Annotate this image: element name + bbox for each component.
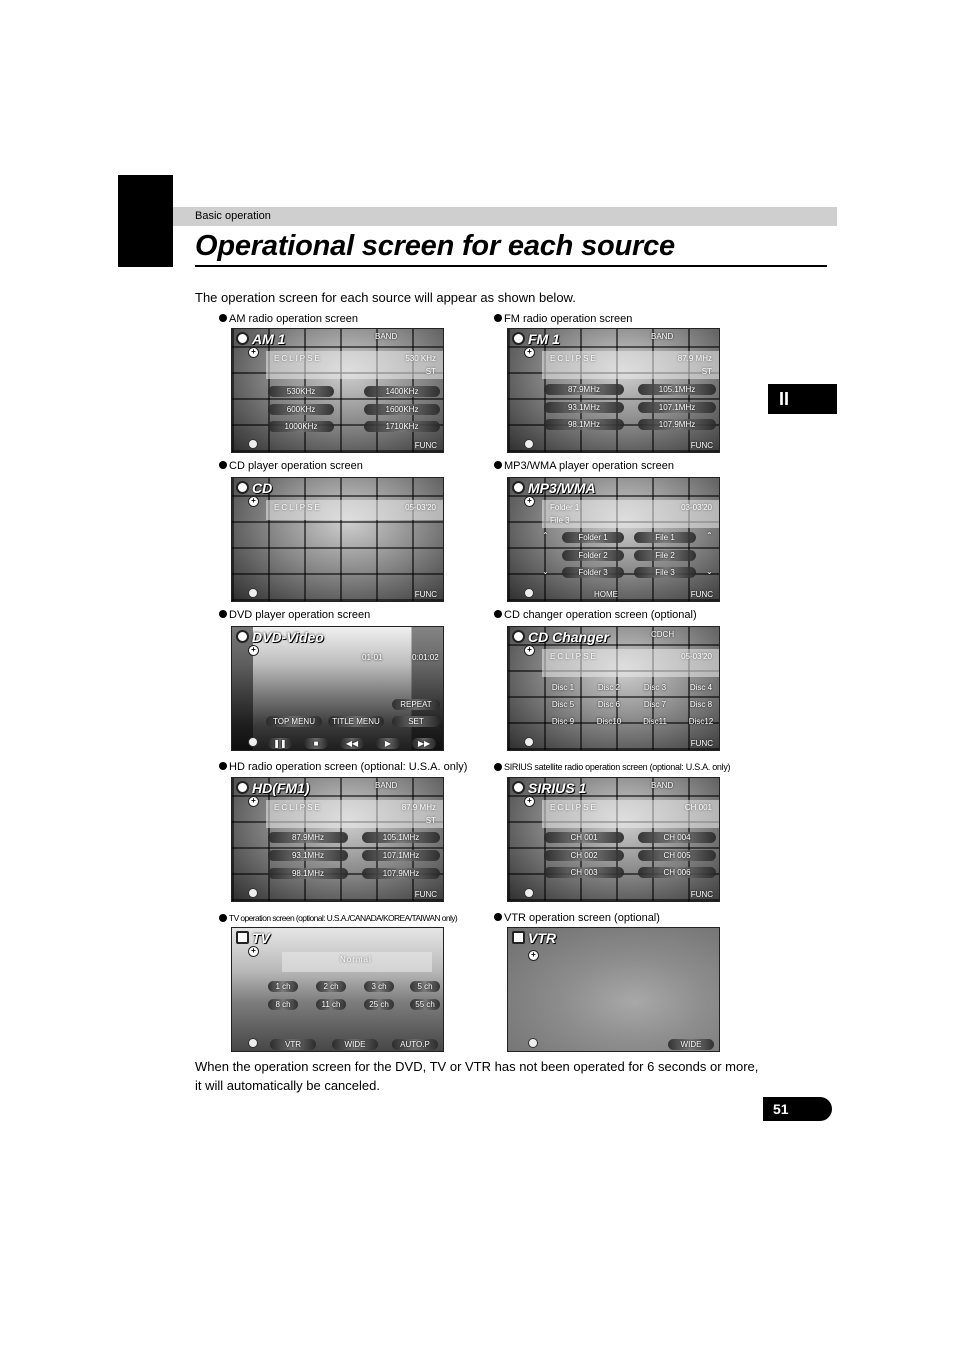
preset-button[interactable]: 1710KHz xyxy=(364,421,440,432)
channel-button[interactable]: 55 ch xyxy=(410,999,440,1010)
track-time: 03-03'20 xyxy=(681,503,712,512)
screen-title: VTR xyxy=(512,930,556,946)
preset-button[interactable]: 98.1MHz xyxy=(544,419,624,430)
preset-button[interactable]: CH 004 xyxy=(638,832,716,843)
back-icon[interactable] xyxy=(248,737,258,747)
caption-dvd: DVD player operation screen xyxy=(219,609,370,621)
screen-title: AM 1 xyxy=(236,331,285,347)
plus-icon[interactable]: + xyxy=(524,347,535,358)
caption-vtr: VTR operation screen (optional) xyxy=(494,912,660,924)
file-item[interactable]: File 2 xyxy=(634,550,696,561)
preset-button[interactable]: 87.9MHz xyxy=(544,384,624,395)
caption-hd: HD radio operation screen (optional: U.S.A. only) xyxy=(219,761,467,773)
current-folder: Folder 1 xyxy=(550,503,580,512)
current-file: File 3 xyxy=(550,516,570,525)
rewind-icon[interactable]: ◀◀ xyxy=(340,738,364,749)
screen-title: CD Changer xyxy=(512,629,609,645)
channel-number: CH 001 xyxy=(684,803,712,812)
disc-icon xyxy=(236,630,249,643)
brand-label: ECLIPSE xyxy=(274,503,322,512)
am-radio-screen xyxy=(231,328,444,453)
cdch-label: CDCH xyxy=(651,630,675,639)
back-icon[interactable] xyxy=(248,1038,258,1048)
file-item[interactable]: File 1 xyxy=(634,532,696,543)
display-mode: Normal xyxy=(340,955,372,964)
dvd-player-screen xyxy=(231,626,444,751)
vtr-icon xyxy=(512,931,525,944)
caption-fm: FM radio operation screen xyxy=(494,313,632,325)
channel-button[interactable]: 25 ch xyxy=(364,999,394,1010)
info-panel xyxy=(542,351,720,379)
frequency: 87.9 MHz xyxy=(677,354,712,363)
back-icon[interactable] xyxy=(528,1038,538,1048)
brand-label: ECLIPSE xyxy=(274,354,322,363)
band-button[interactable]: BAND xyxy=(375,781,398,790)
channel-button[interactable]: 5 ch xyxy=(410,981,440,992)
wide-button[interactable]: WIDE xyxy=(668,1039,714,1050)
mp3-wma-screen xyxy=(507,477,720,602)
track-time: 05-03'20 xyxy=(405,503,436,512)
auto-preset-button[interactable]: AUTO.P xyxy=(392,1039,438,1050)
preset-button[interactable]: 98.1MHz xyxy=(268,868,348,879)
caption-cd: CD player operation screen xyxy=(219,460,363,472)
fm-radio-screen xyxy=(507,328,720,453)
disc-button[interactable]: Disc 8 xyxy=(689,700,713,709)
caption-tv: TV operation screen (optional: U.S.A./CANADA/KOREA/TAIWAN only) xyxy=(219,913,457,923)
cd-changer-screen xyxy=(507,626,720,751)
plus-icon[interactable]: + xyxy=(248,496,259,507)
stereo-indicator: ST xyxy=(425,816,436,825)
preset-button[interactable]: CH 006 xyxy=(638,867,716,878)
disc-button[interactable]: Disc 7 xyxy=(643,700,667,709)
home-button[interactable]: HOME xyxy=(594,590,618,599)
plus-icon[interactable]: + xyxy=(248,796,259,807)
screen-title: SIRIUS 1 xyxy=(512,780,586,796)
source-icon xyxy=(236,781,249,794)
screen-title: FM 1 xyxy=(512,331,560,347)
preset-button[interactable]: 87.9MHz xyxy=(268,832,348,843)
disc-button[interactable]: Disc 4 xyxy=(689,683,713,692)
stereo-indicator: ST xyxy=(701,367,712,376)
disc-button[interactable]: Disc12 xyxy=(688,717,714,726)
channel-button[interactable]: 2 ch xyxy=(316,981,346,992)
plus-icon[interactable]: + xyxy=(524,496,535,507)
bullet-icon xyxy=(494,610,502,618)
bullet-icon xyxy=(219,610,227,618)
back-icon[interactable] xyxy=(524,737,534,747)
play-icon[interactable]: ▶ xyxy=(376,738,400,749)
plus-icon[interactable]: + xyxy=(248,946,259,957)
preset-button[interactable]: 105.1MHz xyxy=(362,832,440,843)
scroll-up-icon[interactable]: ⌃ xyxy=(706,531,713,540)
brand-label: ECLIPSE xyxy=(550,652,598,661)
disc-icon xyxy=(236,481,249,494)
bullet-icon xyxy=(219,461,227,469)
elapsed-time: 0:01:02 xyxy=(412,653,439,662)
preset-button[interactable]: 530KHz xyxy=(268,386,334,397)
source-icon xyxy=(236,332,249,345)
section-label: Basic operation xyxy=(195,210,271,222)
mode-panel xyxy=(282,952,432,972)
func-button[interactable]: FUNC xyxy=(690,441,713,450)
chapter-indicator: 01-01 xyxy=(362,653,383,662)
preset-button[interactable]: 107.9MHz xyxy=(638,419,716,430)
tv-icon xyxy=(236,931,249,944)
scroll-up-icon[interactable]: ⌃ xyxy=(542,531,549,540)
wide-button[interactable]: WIDE xyxy=(332,1039,378,1050)
preset-button[interactable]: CH 002 xyxy=(544,850,624,861)
caption-mp3: MP3/WMA player operation screen xyxy=(494,460,674,472)
repeat-button[interactable]: REPEAT xyxy=(392,699,440,710)
channel-button[interactable]: 1 ch xyxy=(268,981,298,992)
info-panel xyxy=(542,649,720,677)
frequency: 530 KHz xyxy=(405,354,436,363)
info-panel xyxy=(266,351,444,379)
bullet-icon xyxy=(219,314,227,322)
track-time: 05-03'20 xyxy=(681,652,712,661)
intro-text: The operation screen for each source will appear as shown below. xyxy=(195,290,576,305)
tv-screen xyxy=(231,927,444,1052)
stereo-indicator: ST xyxy=(425,367,436,376)
section-header-bar xyxy=(173,207,837,226)
info-panel xyxy=(542,500,720,528)
channel-button[interactable]: 3 ch xyxy=(364,981,394,992)
pause-icon[interactable]: ❚❚ xyxy=(268,738,292,749)
channel-button[interactable]: 8 ch xyxy=(268,999,298,1010)
folder-item[interactable]: Folder 3 xyxy=(562,567,624,578)
page-title: Operational screen for each source xyxy=(195,230,675,262)
back-icon[interactable] xyxy=(524,439,534,449)
caption-am: AM radio operation screen xyxy=(219,313,358,325)
brand-label: ECLIPSE xyxy=(550,354,598,363)
chapter-tab: II xyxy=(768,384,837,414)
back-icon[interactable] xyxy=(248,439,258,449)
bullet-icon xyxy=(494,314,502,322)
bullet-icon xyxy=(494,763,502,771)
func-button[interactable]: FUNC xyxy=(690,590,713,599)
plus-icon[interactable]: + xyxy=(524,796,535,807)
screen-title: CD xyxy=(236,480,272,496)
preset-button[interactable]: 107.1MHz xyxy=(638,402,716,413)
vtr-screen xyxy=(507,927,720,1052)
func-button[interactable]: FUNC xyxy=(414,441,437,450)
disc-icon xyxy=(512,630,525,643)
preset-button[interactable]: CH 003 xyxy=(544,867,624,878)
disc-icon xyxy=(512,481,525,494)
folder-item[interactable]: Folder 1 xyxy=(562,532,624,543)
screen-title: MP3/WMA xyxy=(512,480,596,496)
preset-button[interactable]: 1600KHz xyxy=(364,404,440,415)
band-button[interactable]: BAND xyxy=(651,781,674,790)
screen-title: HD(FM1) xyxy=(236,780,310,796)
preset-button[interactable]: CH 001 xyxy=(544,832,624,843)
preset-button[interactable]: 1400KHz xyxy=(364,386,440,397)
scroll-down-icon[interactable]: ⌄ xyxy=(706,567,713,576)
scroll-down-icon[interactable]: ⌄ xyxy=(542,567,549,576)
sirius-radio-screen xyxy=(507,777,720,902)
info-panel xyxy=(266,500,444,520)
vtr-button[interactable]: VTR xyxy=(270,1039,316,1050)
band-button[interactable]: BAND xyxy=(651,332,674,341)
preset-button[interactable]: CH 005 xyxy=(638,850,716,861)
title-menu-button[interactable]: TITLE MENU xyxy=(328,716,384,727)
caption-sirius: SIRIUS satellite radio operation screen (optional: U.S.A. only) xyxy=(494,762,730,772)
title-underline xyxy=(195,265,827,267)
screen-title: DVD-Video xyxy=(236,629,324,645)
brand-label: ECLIPSE xyxy=(550,803,598,812)
band-button[interactable]: BAND xyxy=(375,332,398,341)
brand-label: ECLIPSE xyxy=(274,803,322,812)
source-icon xyxy=(512,332,525,345)
screen-title: TV xyxy=(236,930,270,946)
back-icon[interactable] xyxy=(248,588,258,598)
satellite-icon xyxy=(512,781,525,794)
disc-button[interactable]: Disc 1 xyxy=(551,683,575,692)
plus-icon[interactable]: + xyxy=(248,347,259,358)
folder-item[interactable]: Folder 2 xyxy=(562,550,624,561)
page-number: 51 xyxy=(763,1097,832,1121)
caption-cd-changer: CD changer operation screen (optional) xyxy=(494,609,697,621)
back-icon[interactable] xyxy=(248,888,258,898)
hd-radio-screen xyxy=(231,777,444,902)
plus-icon[interactable]: + xyxy=(528,950,539,961)
chapter-marker-block xyxy=(118,175,173,267)
func-button[interactable]: FUNC xyxy=(414,890,437,899)
channel-button[interactable]: 11 ch xyxy=(316,999,346,1010)
file-item[interactable]: File 3 xyxy=(634,567,696,578)
fast-forward-icon[interactable]: ▶▶ xyxy=(412,738,436,749)
bullet-icon xyxy=(494,461,502,469)
top-menu-button[interactable]: TOP MENU xyxy=(266,716,322,727)
preset-button[interactable]: 93.1MHz xyxy=(544,402,624,413)
bullet-icon xyxy=(494,913,502,921)
preset-button[interactable]: 107.9MHz xyxy=(362,868,440,879)
preset-button[interactable]: 1000KHz xyxy=(268,421,334,432)
info-panel xyxy=(542,800,720,828)
func-button[interactable]: FUNC xyxy=(414,590,437,599)
disc-button[interactable]: Disc 6 xyxy=(597,700,621,709)
plus-icon[interactable]: + xyxy=(248,645,259,656)
preset-button[interactable]: 93.1MHz xyxy=(268,850,348,861)
disc-button[interactable]: Disc 3 xyxy=(643,683,667,692)
disc-button[interactable]: Disc 2 xyxy=(597,683,621,692)
disc-button[interactable]: Disc10 xyxy=(596,717,622,726)
frequency: 87.9 MHz xyxy=(401,803,436,812)
disc-button[interactable]: Disc 9 xyxy=(551,717,575,726)
back-icon[interactable] xyxy=(524,888,534,898)
func-button[interactable]: FUNC xyxy=(690,739,713,748)
cd-player-screen xyxy=(231,477,444,602)
disc-button[interactable]: Disc11 xyxy=(643,717,667,726)
back-icon[interactable] xyxy=(524,588,534,598)
bullet-icon xyxy=(219,762,227,770)
footnote-text: When the operation screen for the DVD, TV or VTR has not been operated for 6 seconds or more, it will automatically be canceled. xyxy=(195,1059,759,1093)
disc-button[interactable]: Disc 5 xyxy=(551,700,575,709)
set-button[interactable]: SET xyxy=(392,716,440,727)
func-button[interactable]: FUNC xyxy=(690,890,713,899)
preset-button[interactable]: 107.1MHz xyxy=(362,850,440,861)
preset-button[interactable]: 105.1MHz xyxy=(638,384,716,395)
preset-button[interactable]: 600KHz xyxy=(268,404,334,415)
info-panel xyxy=(266,800,444,828)
plus-icon[interactable]: + xyxy=(524,645,535,656)
bullet-icon xyxy=(219,914,227,922)
stop-icon[interactable]: ■ xyxy=(304,738,328,749)
